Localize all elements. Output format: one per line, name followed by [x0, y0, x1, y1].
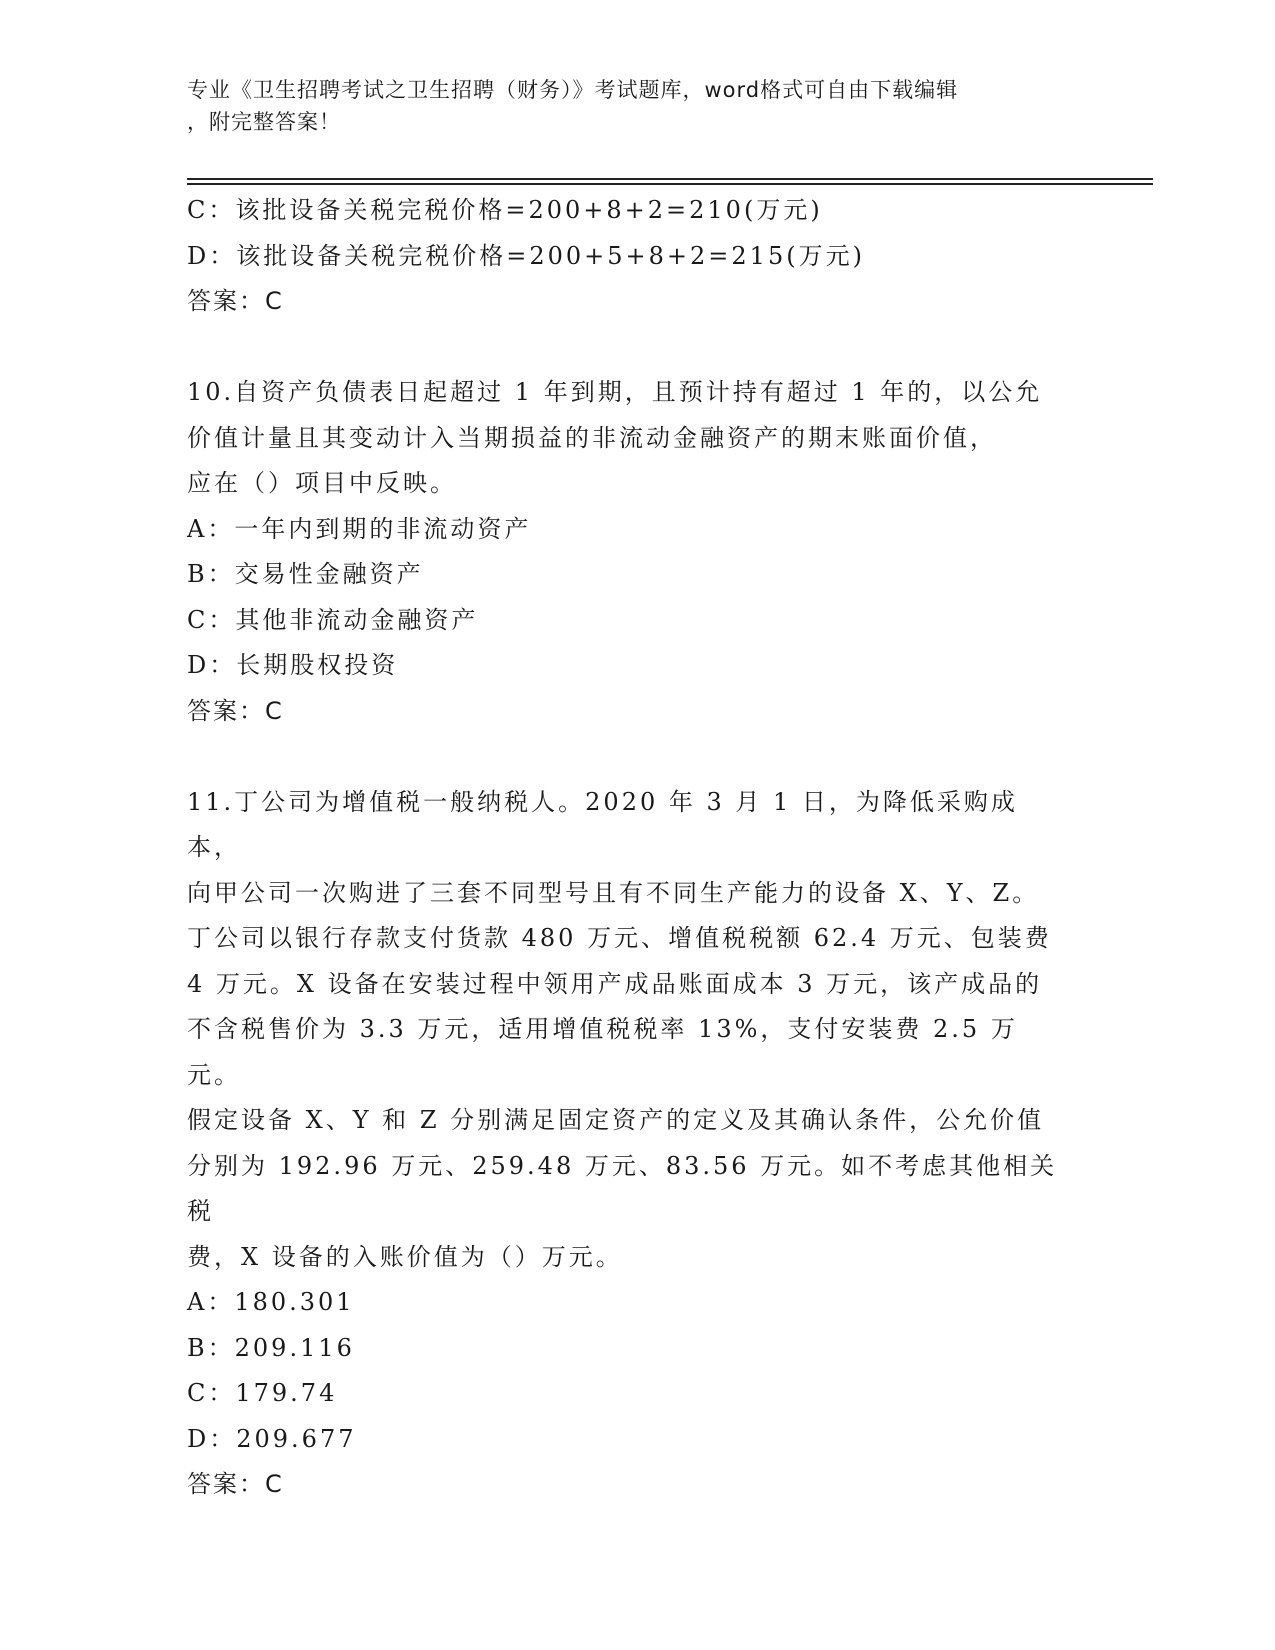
- question-stem-line: 11.丁公司为增值税一般纳税人。2020 年 3 月 1 日，为降低采购成本，: [187, 787, 1018, 861]
- document-body: [187, 188, 1067, 1508]
- option-c: C：其他非流动金融资产: [187, 605, 479, 634]
- spacer: [187, 325, 1067, 371]
- spacer: [187, 734, 1067, 780]
- option-a: A：180.301: [187, 1288, 355, 1316]
- question-10: [187, 370, 1067, 734]
- question-stem-line: 不含税售价为 3.3 万元，适用增值税税率 13%，支付安装费 2.5 万元。: [187, 1015, 1018, 1089]
- answer-line: 答案：C: [187, 287, 284, 315]
- question-stem-line: 假定设备 X、Y 和 Z 分别满足固定资产的定义及其确认条件，公允价值: [187, 1106, 1045, 1134]
- question-stem-line: 丁公司以银行存款支付货款 480 万元、增值税税额 62.4 万元、包装费: [187, 924, 1052, 952]
- question-stem-line: 费，X 设备的入账价值为（）万元。: [187, 1242, 623, 1271]
- answer-line: 答案：C: [187, 696, 284, 725]
- option-d: D：209.677: [187, 1424, 357, 1453]
- option-b: B：209.116: [187, 1333, 355, 1362]
- answer-line: 答案：C: [187, 1470, 284, 1498]
- question-stem-line: 4 万元。X 设备在安装过程中领用产成品账面成本 3 万元，该产成品的: [187, 969, 1043, 998]
- previous-question-tail: [187, 188, 1067, 325]
- header-divider-top: [187, 178, 1153, 180]
- question-stem-line: 价值计量且其变动计入当期损益的非流动金融资产的期末账面价值，: [187, 423, 997, 452]
- option-c: C：该批设备关税完税价格=200+8+2=210(万元): [187, 196, 823, 224]
- header-line-2: ，附完整答案！: [187, 110, 341, 134]
- option-d: D：长期股权投资: [187, 651, 399, 679]
- option-c: C：179.74: [187, 1379, 338, 1407]
- header-line-1: 专业《卫生招聘考试之卫生招聘（财务）》考试题库，word格式可自由下载编辑: [187, 78, 959, 102]
- question-stem-line: 分别为 192.96 万元、259.48 万元、83.56 万元。如不考虑其他相关税: [187, 1151, 1058, 1225]
- option-a: A：一年内到期的非流动资产: [187, 514, 532, 543]
- page-header: [187, 74, 1067, 138]
- header-divider-bottom: [187, 183, 1153, 185]
- option-b: B：交易性金融资产: [187, 560, 424, 588]
- question-stem-line: 向甲公司一次购进了三套不同型号且有不同生产能力的设备 X、Y、Z。: [187, 878, 1040, 907]
- question-11: [187, 780, 1067, 1508]
- question-stem-line: 应在（）项目中反映。: [187, 469, 457, 497]
- question-stem-line: 10.自资产负债表日起超过 1 年到期，且预计持有超过 1 年的，以公允: [187, 378, 1043, 406]
- option-d: D：该批设备关税完税价格=200+5+8+2=215(万元): [187, 241, 865, 270]
